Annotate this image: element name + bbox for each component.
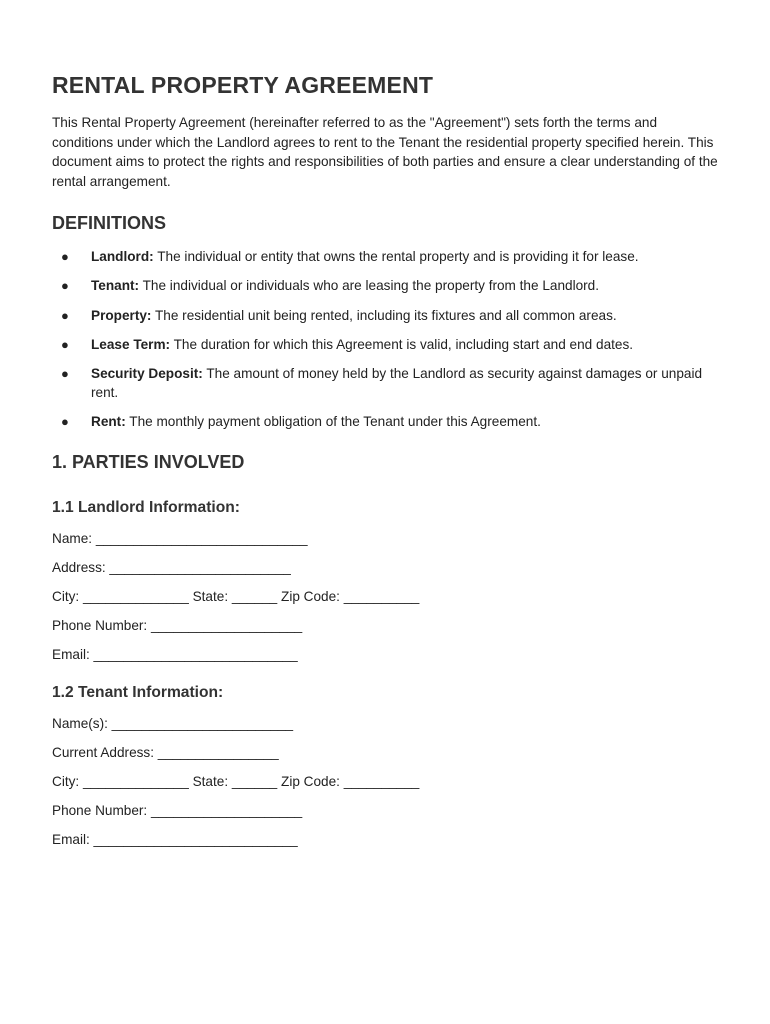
- landlord-address-field[interactable]: Address: ________________________: [52, 560, 291, 576]
- definition-text: The duration for which this Agreement is valid, including start and end dates.: [170, 336, 634, 352]
- bullet-icon: ●: [61, 278, 69, 294]
- definition-term: Tenant:: [91, 278, 140, 294]
- definition-text: The monthly payment obligation of the Tenant under this Agreement.: [125, 414, 541, 430]
- bullet-icon: ●: [61, 414, 69, 430]
- definition-text: The individual or individuals who are leasing the property from the Landlord.: [139, 278, 600, 294]
- landlord-fields: [52, 529, 718, 665]
- definition-term: Landlord:: [91, 249, 154, 265]
- tenant-fields: [52, 714, 718, 850]
- landlord-phone-field[interactable]: Phone Number: ____________________: [52, 618, 303, 634]
- definitions-list: [52, 247, 722, 432]
- bullet-icon: ●: [61, 336, 69, 352]
- intro-paragraph: This Rental Property Agreement (hereinafter referred to as the "Agreement") sets forth the terms and conditions under which the Landlord agrees to rent to the Tenant the residential property specified herein. This document aims to protect the rights and responsibilities of both parties and ensure a clear understanding of the rental arrangement.: [52, 115, 718, 189]
- tenant-city-state-zip-field[interactable]: City: ______________ State: ______ Zip Code: __________: [52, 774, 420, 790]
- list-item: [52, 364, 722, 403]
- landlord-email-field[interactable]: Email: ___________________________: [52, 647, 298, 663]
- bullet-icon: ●: [61, 365, 69, 381]
- definition-term: Lease Term:: [91, 336, 171, 352]
- list-item: [52, 247, 722, 267]
- list-item: [52, 276, 722, 296]
- tenant-email-field[interactable]: Email: ___________________________: [52, 832, 298, 848]
- definition-term: Rent:: [91, 414, 126, 430]
- list-item: [52, 412, 722, 432]
- tenant-info-heading: 1.2 Tenant Information:: [52, 684, 224, 701]
- tenant-phone-field[interactable]: Phone Number: ____________________: [52, 803, 303, 819]
- list-item: [52, 335, 722, 355]
- landlord-name-field[interactable]: Name: ____________________________: [52, 531, 308, 547]
- tenant-name-field[interactable]: Name(s): ________________________: [52, 716, 294, 731]
- parties-heading: 1. PARTIES INVOLVED: [52, 452, 245, 473]
- bullet-icon: ●: [61, 307, 69, 323]
- document-title: RENTAL PROPERTY AGREEMENT: [52, 72, 434, 98]
- list-item: [52, 306, 722, 326]
- definition-text: The individual or entity that owns the rental property and is providing it for lease.: [153, 249, 639, 265]
- definition-term: Security Deposit:: [91, 365, 203, 381]
- bullet-icon: ●: [61, 249, 69, 265]
- landlord-city-state-zip-field[interactable]: City: ______________ State: ______ Zip Code: __________: [52, 589, 420, 605]
- definition-term: Property:: [91, 307, 152, 323]
- landlord-info-heading: 1.1 Landlord Information:: [52, 499, 240, 517]
- tenant-address-field[interactable]: Current Address: ________________: [52, 745, 279, 761]
- definition-text: The amount of money held by the Landlord as security against damages or unpaid rent.: [91, 365, 703, 401]
- definition-text: The residential unit being rented, including its fixtures and all common areas.: [151, 307, 617, 323]
- definitions-heading: DEFINITIONS: [52, 213, 167, 234]
